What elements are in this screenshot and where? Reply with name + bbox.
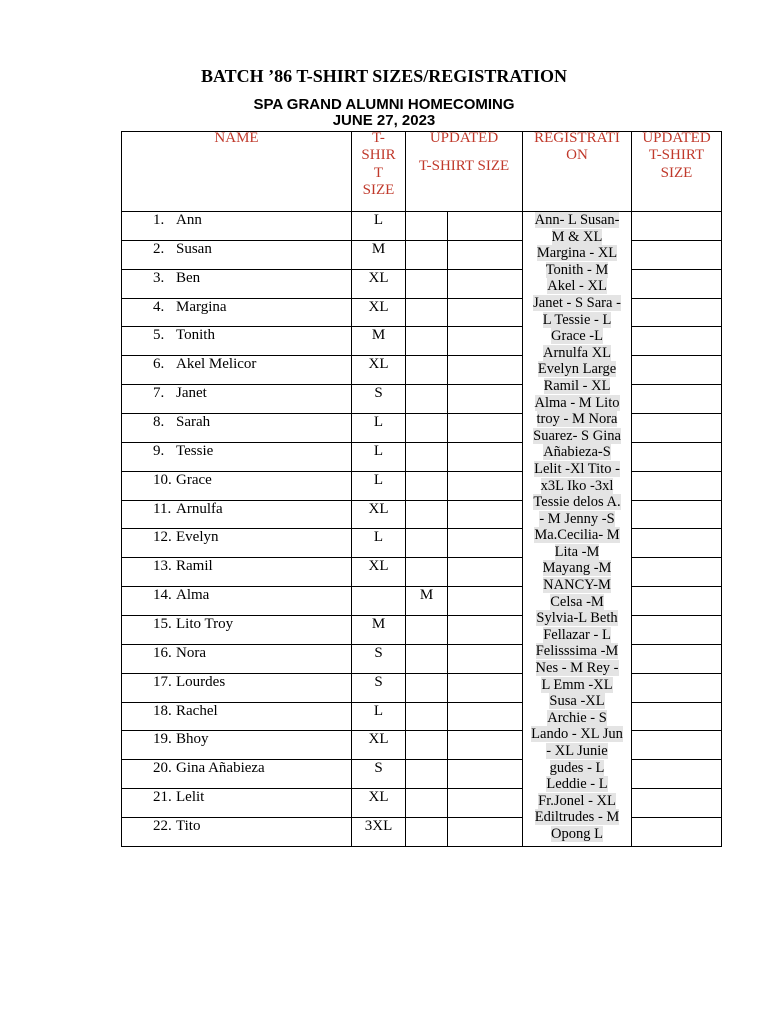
registration-entry: Tessie delos A.: [533, 494, 621, 511]
alumni-name: Lito Troy: [176, 616, 234, 633]
registration-line: [523, 411, 631, 428]
registration-entry: Alma - M Lito: [534, 394, 620, 411]
updated-size-cell: [406, 500, 448, 529]
updated-size-cell: [406, 442, 448, 471]
registration-entry: Fr.Jonel - XL: [538, 792, 616, 809]
tshirt-size-cell: M: [352, 327, 406, 356]
table-row: [122, 818, 722, 847]
updated-size-extra-cell: [448, 644, 523, 673]
registration-entry: - XL Junie: [546, 743, 608, 759]
registration-line: [523, 809, 631, 826]
table-row: [122, 587, 722, 616]
header-registration-line: ON: [566, 147, 588, 164]
updated-tshirt-size-cell: [632, 529, 722, 558]
table-row: [122, 789, 722, 818]
updated-size-cell: [406, 240, 448, 269]
table-row: [122, 442, 722, 471]
registration-entry: Evelyn Large: [537, 361, 617, 378]
updated-size-cell: [406, 616, 448, 645]
name-cell: [122, 731, 352, 760]
alumni-name: Bhoy: [176, 731, 209, 748]
header-name: [122, 132, 352, 212]
updated-tshirt-size-cell: [632, 760, 722, 789]
row-number: 4.: [153, 298, 165, 315]
updated-size-extra-cell: [448, 558, 523, 587]
updated-tshirt-size-cell: [632, 327, 722, 356]
registration-entry: L Emm -XL: [541, 676, 613, 693]
row-number: 15.: [153, 616, 172, 633]
alumni-name: Gina Añabieza: [176, 760, 265, 777]
alumni-name: Tonith: [176, 327, 215, 344]
updated-size-extra-cell: [448, 731, 523, 760]
registration-entry: Fellazar - L: [543, 626, 611, 643]
name-cell: [122, 385, 352, 414]
registration-entry: troy - M Nora: [536, 411, 618, 428]
updated-size-extra-cell: [448, 269, 523, 298]
updated-size-cell: [406, 702, 448, 731]
name-cell: [122, 240, 352, 269]
table-row: [122, 298, 722, 327]
table-row: [122, 212, 722, 241]
updated-tshirt-size-cell: [632, 298, 722, 327]
table-row: [122, 240, 722, 269]
table-row: [122, 644, 722, 673]
row-number: 5.: [153, 327, 165, 344]
header-registration-line: REGISTRATI: [534, 131, 620, 146]
registration-table: [121, 131, 722, 847]
updated-size-extra-cell: [448, 414, 523, 443]
header-updated-tshirt-size: [632, 132, 722, 212]
updated-size-extra-cell: [448, 529, 523, 558]
header-updated-tshirt-size-line: UPDATED: [642, 131, 711, 146]
row-number: 10.: [153, 471, 172, 488]
tshirt-size-cell: L: [352, 212, 406, 241]
updated-tshirt-size-cell: [632, 212, 722, 241]
registration-entry: NANCY-M: [543, 577, 611, 594]
registration-line: [523, 395, 631, 412]
table-row: [122, 500, 722, 529]
updated-size-cell: [406, 327, 448, 356]
row-number: 8.: [153, 414, 165, 431]
updated-size-cell: [406, 789, 448, 818]
registration-line: [523, 627, 631, 644]
name-cell: [122, 298, 352, 327]
registration-line: [523, 345, 631, 362]
registration-entry: M & XL: [551, 228, 603, 245]
header-tshirt-size-line: SIZE: [362, 181, 395, 198]
registration-entry: Felisssima -M: [535, 643, 619, 660]
registration-line: [523, 328, 631, 345]
registration-entry: Ann- L Susan-: [534, 212, 620, 228]
registration-cell: [523, 212, 632, 847]
table-row: [122, 414, 722, 443]
updated-tshirt-size-cell: [632, 818, 722, 847]
registration-line: [523, 743, 631, 760]
row-number: 3.: [153, 269, 165, 286]
registration-line: [523, 643, 631, 660]
header-tshirt-size: [352, 132, 406, 212]
tshirt-size-cell: M: [352, 240, 406, 269]
name-cell: [122, 212, 352, 241]
updated-size-cell: [406, 558, 448, 587]
row-number: 20.: [153, 760, 172, 777]
registration-entry: L Tessie - L: [542, 311, 612, 328]
updated-size-cell: [406, 356, 448, 385]
updated-tshirt-size-cell: [632, 414, 722, 443]
registration-entry: Lelit -Xl Tito -: [534, 460, 620, 477]
registration-line: [523, 726, 631, 743]
tshirt-size-cell: XL: [352, 731, 406, 760]
row-number: 14.: [153, 587, 172, 604]
table-row: [122, 616, 722, 645]
tshirt-size-cell: L: [352, 414, 406, 443]
updated-size-extra-cell: [448, 673, 523, 702]
updated-size-cell: [406, 385, 448, 414]
updated-tshirt-size-cell: [632, 731, 722, 760]
table-row: [122, 529, 722, 558]
tshirt-size-cell: XL: [352, 789, 406, 818]
row-number: 19.: [153, 731, 172, 748]
registration-entry: gudes - L: [549, 759, 605, 776]
registration-entry: Nes - M Rey -: [535, 660, 619, 677]
alumni-name: Nora: [176, 644, 206, 661]
alumni-name: Janet: [176, 385, 207, 402]
row-number: 13.: [153, 558, 172, 575]
updated-size-cell: [406, 414, 448, 443]
alumni-name: Alma: [176, 587, 210, 604]
updated-size-extra-cell: [448, 356, 523, 385]
name-cell: [122, 327, 352, 356]
alumni-name: Lelit: [176, 789, 205, 806]
table-row: [122, 731, 722, 760]
tshirt-size-cell: [352, 587, 406, 616]
updated-tshirt-size-cell: [632, 673, 722, 702]
updated-tshirt-size-cell: [632, 789, 722, 818]
tshirt-size-cell: L: [352, 529, 406, 558]
table-row: [122, 269, 722, 298]
alumni-name: Ben: [176, 269, 201, 286]
tshirt-size-cell: XL: [352, 500, 406, 529]
updated-tshirt-size-cell: [632, 702, 722, 731]
updated-size-cell: [406, 529, 448, 558]
tshirt-size-cell: XL: [352, 298, 406, 327]
updated-size-cell: [406, 298, 448, 327]
registration-entry: Archie - S: [547, 709, 607, 726]
name-cell: [122, 558, 352, 587]
header-registration: [523, 132, 632, 212]
header-name-label: NAME: [214, 131, 259, 146]
tshirt-size-cell: S: [352, 673, 406, 702]
updated-tshirt-size-cell: [632, 500, 722, 529]
registration-entry: Lita -M: [554, 543, 600, 560]
registration-entry: Leddie - L: [546, 776, 608, 793]
registration-line: [523, 378, 631, 395]
row-number: 12.: [153, 529, 172, 546]
updated-size-extra-cell: [448, 702, 523, 731]
table-row: [122, 471, 722, 500]
updated-tshirt-size-cell: [632, 471, 722, 500]
updated-size-cell: [406, 212, 448, 241]
registration-line: [523, 428, 631, 445]
registration-entry: Lando - XL Jun: [531, 726, 623, 743]
registration-line: [523, 312, 631, 329]
updated-size-cell: [406, 644, 448, 673]
updated-size-extra-cell: [448, 789, 523, 818]
header-tshirt-size-line: T-: [372, 131, 385, 146]
registration-line: [523, 245, 631, 262]
registration-entry: Margina - XL: [536, 245, 618, 262]
table-row: [122, 760, 722, 789]
updated-size-extra-cell: [448, 298, 523, 327]
header-tshirt-size-line: T: [373, 164, 384, 181]
table-row: [122, 702, 722, 731]
registration-entry: Ramil - XL: [543, 377, 611, 394]
registration-line: [523, 544, 631, 561]
tshirt-size-cell: S: [352, 385, 406, 414]
registration-line: [523, 494, 631, 511]
event-date: JUNE 27, 2023: [332, 112, 436, 129]
registration-entry: Akel - XL: [547, 278, 607, 295]
updated-size-extra-cell: [448, 587, 523, 616]
name-cell: [122, 789, 352, 818]
tshirt-size-cell: XL: [352, 269, 406, 298]
registration-line: [523, 295, 631, 312]
updated-tshirt-size-cell: [632, 587, 722, 616]
alumni-name: Ann: [176, 212, 202, 228]
registration-line: [523, 444, 631, 461]
updated-size-cell: [406, 471, 448, 500]
updated-size-extra-cell: [448, 500, 523, 529]
alumni-name: Sarah: [176, 414, 211, 431]
registration-entry: Grace -L: [551, 328, 603, 345]
registration-entry: - M Jenny -S: [539, 510, 615, 527]
updated-size-extra-cell: [448, 471, 523, 500]
updated-size-extra-cell: [448, 818, 523, 847]
registration-line: [523, 511, 631, 528]
registration-line: [523, 478, 631, 495]
updated-tshirt-size-cell: [632, 269, 722, 298]
registration-line: [523, 776, 631, 793]
updated-size-cell: [406, 760, 448, 789]
tshirt-size-cell: 3XL: [352, 818, 406, 847]
name-cell: [122, 442, 352, 471]
tshirt-size-cell: XL: [352, 356, 406, 385]
registration-line: [523, 793, 631, 810]
alumni-name: Lourdes: [176, 673, 226, 690]
name-cell: [122, 500, 352, 529]
registration-line: [523, 361, 631, 378]
alumni-name: Ramil: [176, 558, 213, 575]
updated-tshirt-size-cell: [632, 616, 722, 645]
registration-entry: Ediltrudes - M: [534, 809, 620, 826]
updated-tshirt-size-cell: [632, 356, 722, 385]
tshirt-size-cell: L: [352, 471, 406, 500]
registration-entry: Añabieza-S: [543, 444, 611, 461]
name-cell: [122, 587, 352, 616]
name-cell: [122, 644, 352, 673]
updated-tshirt-size-cell: [632, 558, 722, 587]
name-cell: [122, 702, 352, 731]
row-number: 1.: [153, 212, 165, 228]
registration-entry: Tonith - M: [545, 261, 609, 278]
registration-entry: Susa -XL: [549, 693, 605, 710]
tshirt-size-cell: M: [352, 616, 406, 645]
header-tshirt-size-line: SHIR: [361, 147, 396, 164]
row-number: 22.: [153, 818, 172, 835]
registration-entry: Sylvia-L Beth: [536, 610, 618, 627]
updated-size-cell: [406, 731, 448, 760]
registration-line: [523, 594, 631, 611]
tshirt-size-cell: L: [352, 442, 406, 471]
updated-size-cell: [406, 673, 448, 702]
registration-line: [523, 527, 631, 544]
updated-size-extra-cell: [448, 385, 523, 414]
table-row: [122, 385, 722, 414]
updated-size-cell: [406, 269, 448, 298]
alumni-name: Tessie: [176, 442, 214, 459]
header-updated-tshirt-size-line: T-SHIRT: [648, 147, 705, 164]
alumni-name: Susan: [176, 240, 212, 257]
alumni-name: Grace: [176, 471, 212, 488]
name-cell: [122, 356, 352, 385]
name-cell: [122, 529, 352, 558]
updated-size-extra-cell: [448, 760, 523, 789]
registration-line: [523, 710, 631, 727]
alumni-name: Tito: [176, 818, 201, 835]
row-number: 21.: [153, 789, 172, 806]
row-number: 7.: [153, 385, 165, 402]
updated-size-extra-cell: [448, 240, 523, 269]
registration-line: [523, 461, 631, 478]
updated-size-extra-cell: [448, 616, 523, 645]
updated-size-cell: M: [406, 587, 448, 616]
row-number: 18.: [153, 702, 172, 719]
table-row: [122, 673, 722, 702]
registration-entry: Opong L: [551, 825, 603, 842]
registration-line: [523, 212, 631, 229]
row-number: 17.: [153, 673, 172, 690]
event-name: SPA GRAND ALUMNI HOMECOMING: [253, 96, 515, 113]
row-number: 6.: [153, 356, 165, 373]
registration-line: [523, 262, 631, 279]
alumni-name: Evelyn: [176, 529, 219, 546]
header-updated-size-line: UPDATED: [429, 131, 499, 146]
registration-entry: Janet - S Sara -: [533, 294, 621, 311]
updated-tshirt-size-cell: [632, 644, 722, 673]
table-row: [122, 558, 722, 587]
name-cell: [122, 673, 352, 702]
updated-size-extra-cell: [448, 212, 523, 241]
header-updated-size-line: T-SHIRT SIZE: [418, 157, 510, 174]
row-number: 9.: [153, 442, 165, 459]
updated-size-extra-cell: [448, 327, 523, 356]
table-row: [122, 356, 722, 385]
name-cell: [122, 818, 352, 847]
updated-size-extra-cell: [448, 442, 523, 471]
name-cell: [122, 760, 352, 789]
tshirt-size-cell: S: [352, 644, 406, 673]
alumni-name: Akel Melicor: [176, 356, 257, 373]
registration-line: [523, 229, 631, 246]
registration-line: [523, 610, 631, 627]
tshirt-size-cell: XL: [352, 558, 406, 587]
registration-entry: Mayang -M: [542, 560, 612, 577]
row-number: 2.: [153, 240, 165, 257]
header-updated-tshirt-size-line: SIZE: [660, 164, 693, 181]
registration-line: [523, 677, 631, 694]
row-number: 11.: [153, 500, 172, 517]
registration-entry: Arnulfa XL: [542, 344, 612, 361]
name-cell: [122, 269, 352, 298]
tshirt-size-cell: S: [352, 760, 406, 789]
registration-entry: Ma.Cecilia- M: [534, 527, 620, 544]
registration-line: [523, 278, 631, 295]
alumni-name: Rachel: [176, 702, 218, 719]
registration-line: [523, 760, 631, 777]
row-number: 16.: [153, 644, 172, 661]
alumni-name: Arnulfa: [176, 500, 223, 517]
updated-size-cell: [406, 818, 448, 847]
header-updated-size: [406, 132, 523, 212]
name-cell: [122, 471, 352, 500]
registration-line: [523, 693, 631, 710]
updated-tshirt-size-cell: [632, 442, 722, 471]
registration-entry: x3L Iko -3xl: [540, 477, 614, 494]
registration-line: [523, 826, 631, 843]
name-cell: [122, 414, 352, 443]
document-title: BATCH ’86 T-SHIRT SIZES/REGISTRATION: [201, 66, 567, 86]
registration-entry: Suarez- S Gina: [533, 427, 621, 444]
table-header-row: [122, 132, 722, 212]
updated-tshirt-size-cell: [632, 385, 722, 414]
alumni-name: Margina: [176, 298, 227, 315]
updated-tshirt-size-cell: [632, 240, 722, 269]
registration-entry: Celsa -M: [550, 593, 604, 610]
registration-line: [523, 660, 631, 677]
name-cell: [122, 616, 352, 645]
tshirt-size-cell: L: [352, 702, 406, 731]
table-row: [122, 327, 722, 356]
registration-line: [523, 577, 631, 594]
registration-line: [523, 560, 631, 577]
